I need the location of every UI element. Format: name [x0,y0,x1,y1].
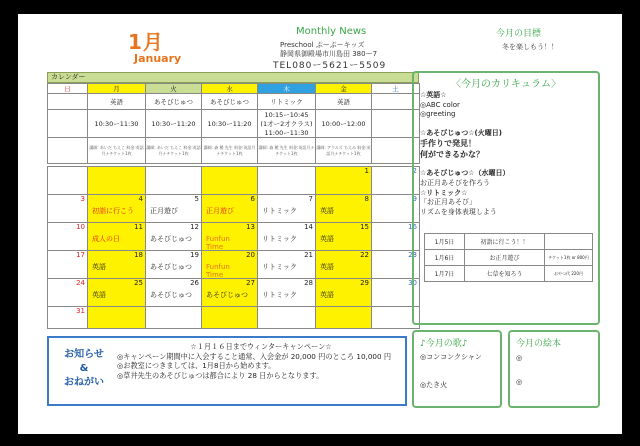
day-event: 英語 [320,263,334,271]
day-event: 英語 [320,207,334,215]
day-event: 成人の日 [92,235,120,243]
calendar-day-cell [146,279,202,307]
day-event: リトミック [262,207,297,215]
weekly-cell: あそびじゅつ [146,94,202,110]
day-number: 30 [408,279,417,287]
newsletter-title: Monthly News [296,26,367,37]
calendar-label: カレンダー [47,72,419,83]
day-number: 4 [138,195,143,203]
calendar-day-cell [316,279,372,307]
song-item: ◎コンコンクシャン [420,353,482,361]
weekday-header: 木 [258,84,316,94]
curriculum-english-item: ◎greeting [420,110,456,119]
schedule-event: 初詣に行こう！！ [465,234,545,250]
day-event: あそびじゅつ [150,263,192,271]
day-event: Funfun Time [206,235,230,251]
notice-label-line: おねがい [64,377,104,388]
day-number: 6 [250,195,255,203]
day-event: 初詣に行こう [92,207,134,215]
day-number: 24 [76,279,85,287]
school-address: 静岡県御殿場市川島田 380ー7 [280,50,378,58]
notice-label-line: & [79,363,89,374]
day-number: 21 [304,251,313,259]
book-box [508,330,600,408]
day-number: 18 [134,251,143,259]
weekday-header: 水 [202,84,258,94]
calendar-day-cell [258,223,316,251]
calendar-day-cell [258,279,316,307]
schedule-note [545,234,593,250]
day-number: 25 [134,279,143,287]
calendar-day-cell [316,307,372,329]
calendar-day-cell [202,195,258,223]
curriculum-english-heading: ☆英語☆ [420,91,447,99]
calendar-day-cell [48,307,88,329]
schedule-row [425,250,593,266]
calendar-day-cell [202,279,258,307]
notice-body [117,342,405,380]
day-event: あそびじゅつ [150,235,192,243]
month-english: January [134,52,182,65]
day-number: 16 [408,223,417,231]
goal-title: 今月の目標 [496,29,542,39]
calendar-day-cell [202,251,258,279]
weekly-cell: 10:15ー10:45 (1才ー2才クラス) 11:00ー11:30 [258,110,316,138]
day-event: あそびじゅつ [206,291,248,299]
day-number: 3 [80,195,85,203]
calendar-day-cell [48,195,88,223]
day-number: 10 [76,223,85,231]
school-name: Preschool ぷーぷーキッズ [280,41,365,49]
book-item: ◎ [516,354,523,362]
calendar-day-cell [146,251,202,279]
day-number: 13 [246,223,255,231]
weekly-cell: 英語 [316,94,372,110]
curriculum-art-tue-heading: ☆あそびじゅつ☆(火曜日) [420,128,502,137]
day-number: 11 [134,223,143,231]
calendar-day-cell [88,307,146,329]
notice-label [59,348,109,390]
weekday-header: 土 [372,84,420,94]
weekday-header: 金 [316,84,372,94]
day-event: Funfun Time [206,263,230,279]
calendar-day-cell [88,223,146,251]
weekly-cell: 10:30ー11:20 [146,110,202,138]
curriculum-art-tue-item: 手作りで発見！ [420,139,476,149]
calendar-day-cell [88,195,146,223]
notice-item: ◎キャンペーン期間中に入会すること通常、入会金が 20,000 円のところ 10,000 円 [117,351,392,361]
notice-item: ◎草井先生のあそびじゅつは都合により 28 日からとなります。 [117,370,324,380]
weekly-cell [48,138,88,164]
weekly-cell: 10:30ー11:20 [202,110,258,138]
day-event: 英語 [92,263,106,271]
day-event: 英語 [320,291,334,299]
song-item: ◎たき火 [420,381,448,389]
calendar-day-cell [48,223,88,251]
schedule-event: 七草を知ろう [465,266,545,282]
day-number: 23 [408,251,417,259]
notice-box [47,336,407,406]
day-number: 7 [308,195,313,203]
day-number: 31 [76,307,85,315]
day-number: 27 [246,279,255,287]
calendar-day-cell [202,167,258,195]
weekday-header: 日 [48,84,88,94]
weekly-cell: 講師: あいだ ちえこ 料金:英語月ナチケット1枚 [146,138,202,164]
weekly-cell: リトミック [258,94,316,110]
weekday-header: 火 [146,84,202,94]
calendar-day-cell [88,251,146,279]
calendar-day-cell [146,195,202,223]
weekly-cell: 英語 [88,94,146,110]
newsletter-page [18,14,622,434]
day-number: 2 [412,167,417,175]
day-number: 5 [194,195,199,203]
calendar-day-cell [258,307,316,329]
day-number: 15 [360,223,369,231]
calendar-day-cell [316,195,372,223]
day-number: 22 [360,251,369,259]
curriculum-art-wed-heading: ☆あそびじゅつ☆（水曜日） [420,169,510,178]
weekly-cell: 講師: 森 稜 先生 料金:英語月ナチケット1枚 [258,138,316,164]
weekday-header: 月 [88,84,146,94]
weekly-cell: 10:30ー11:30 [88,110,146,138]
weekly-cell: あそびじゅつ [202,94,258,110]
curriculum-rhythm-heading: ☆リトミック☆ [420,188,468,197]
day-number: 9 [412,195,417,203]
event-schedule-table [424,233,593,282]
schedule-note: チケット1枚 or 800円 [545,250,593,266]
notice-item: ◎お教室につきましては、1月8日から始めます。 [117,361,276,371]
weekly-schedule-table [47,83,420,164]
day-event: リトミック [262,291,297,299]
day-number: 8 [364,195,369,203]
day-event: 英語 [92,291,106,299]
day-event: あそびじゅつ [150,291,192,299]
calendar-day-cell [258,195,316,223]
day-number: 28 [304,279,313,287]
curriculum-english-item: ◎ABC color [420,100,460,109]
calendar-day-cell [146,307,202,329]
calendar-day-cell [88,279,146,307]
calendar-day-cell [202,307,258,329]
schedule-date: 1月6日 [425,250,465,266]
curriculum-art-wed-item: お正月あそびを作ろう [420,178,490,187]
weekly-cell: 講師: アウルズ ちえみ 料金:英語月ナチケット1枚 [316,138,372,164]
calendar-day-cell [48,251,88,279]
calendar-day-cell [316,167,372,195]
monthly-calendar-grid [47,166,420,329]
curriculum-box [412,71,600,325]
calendar-day-cell [316,223,372,251]
notice-label-line: お知らせ [64,349,104,360]
day-event: 英語 [320,235,334,243]
day-event: リトミック [262,235,297,243]
song-box [412,330,502,408]
weekly-cell [48,110,88,138]
curriculum-rhythm-item: リズムを身体表現しよう [420,207,497,216]
calendar-day-cell [202,223,258,251]
day-number: 12 [190,223,199,231]
curriculum-rhythm-item: 「お正月あそび」 [420,198,476,207]
schedule-event: お正月遊び [465,250,545,266]
month-title: 1月 [128,30,164,54]
day-event: 正月遊び [206,207,234,215]
calendar-day-cell [316,251,372,279]
calendar-day-cell [88,167,146,195]
schedule-row [425,266,593,282]
weekly-cell: 講師: 森 稜 先生 料金:英語月ナチケット1枚 [202,138,258,164]
curriculum-title: 〈今月のカリキュラム〉 [451,79,561,90]
weekly-cell: 10:00ー12:00 [316,110,372,138]
calendar-day-cell [146,167,202,195]
school-phone: TEL080ー5621ー5509 [273,61,387,71]
calendar-day-cell [258,167,316,195]
curriculum-art-tue-item: 何ができるかな？ [420,150,484,160]
song-title: ♪今月の歌♪ [420,339,468,349]
weekly-cell: 講師: あいだ ちえこ 料金:英語月ナチケット1枚 [88,138,146,164]
calendar-day-cell [146,223,202,251]
day-number: 17 [76,251,85,259]
weekly-cell [48,94,88,110]
book-title: 今月の絵本 [516,339,562,349]
schedule-date: 1月7日 [425,266,465,282]
day-number: 29 [360,279,369,287]
calendar-day-cell [48,279,88,307]
calendar-day-cell [258,251,316,279]
curriculum-body [420,91,596,217]
day-number: 19 [190,251,199,259]
day-number: 26 [190,279,199,287]
day-event: 正月遊び [150,207,178,215]
book-item: ◎ [516,378,523,386]
day-event: リトミック [262,263,297,271]
notice-headline: ☆１月１６日までウィンターキャンペーン☆ [190,342,332,351]
schedule-date: 1月5日 [425,234,465,250]
day-number: 20 [246,251,255,259]
schedule-row [425,234,593,250]
calendar-day-cell [48,167,88,195]
schedule-note: おやつ代 220円 [545,266,593,282]
goal-text: 冬を楽しもう！！ [502,43,558,51]
day-number: 1 [364,167,369,175]
day-number: 14 [304,223,313,231]
